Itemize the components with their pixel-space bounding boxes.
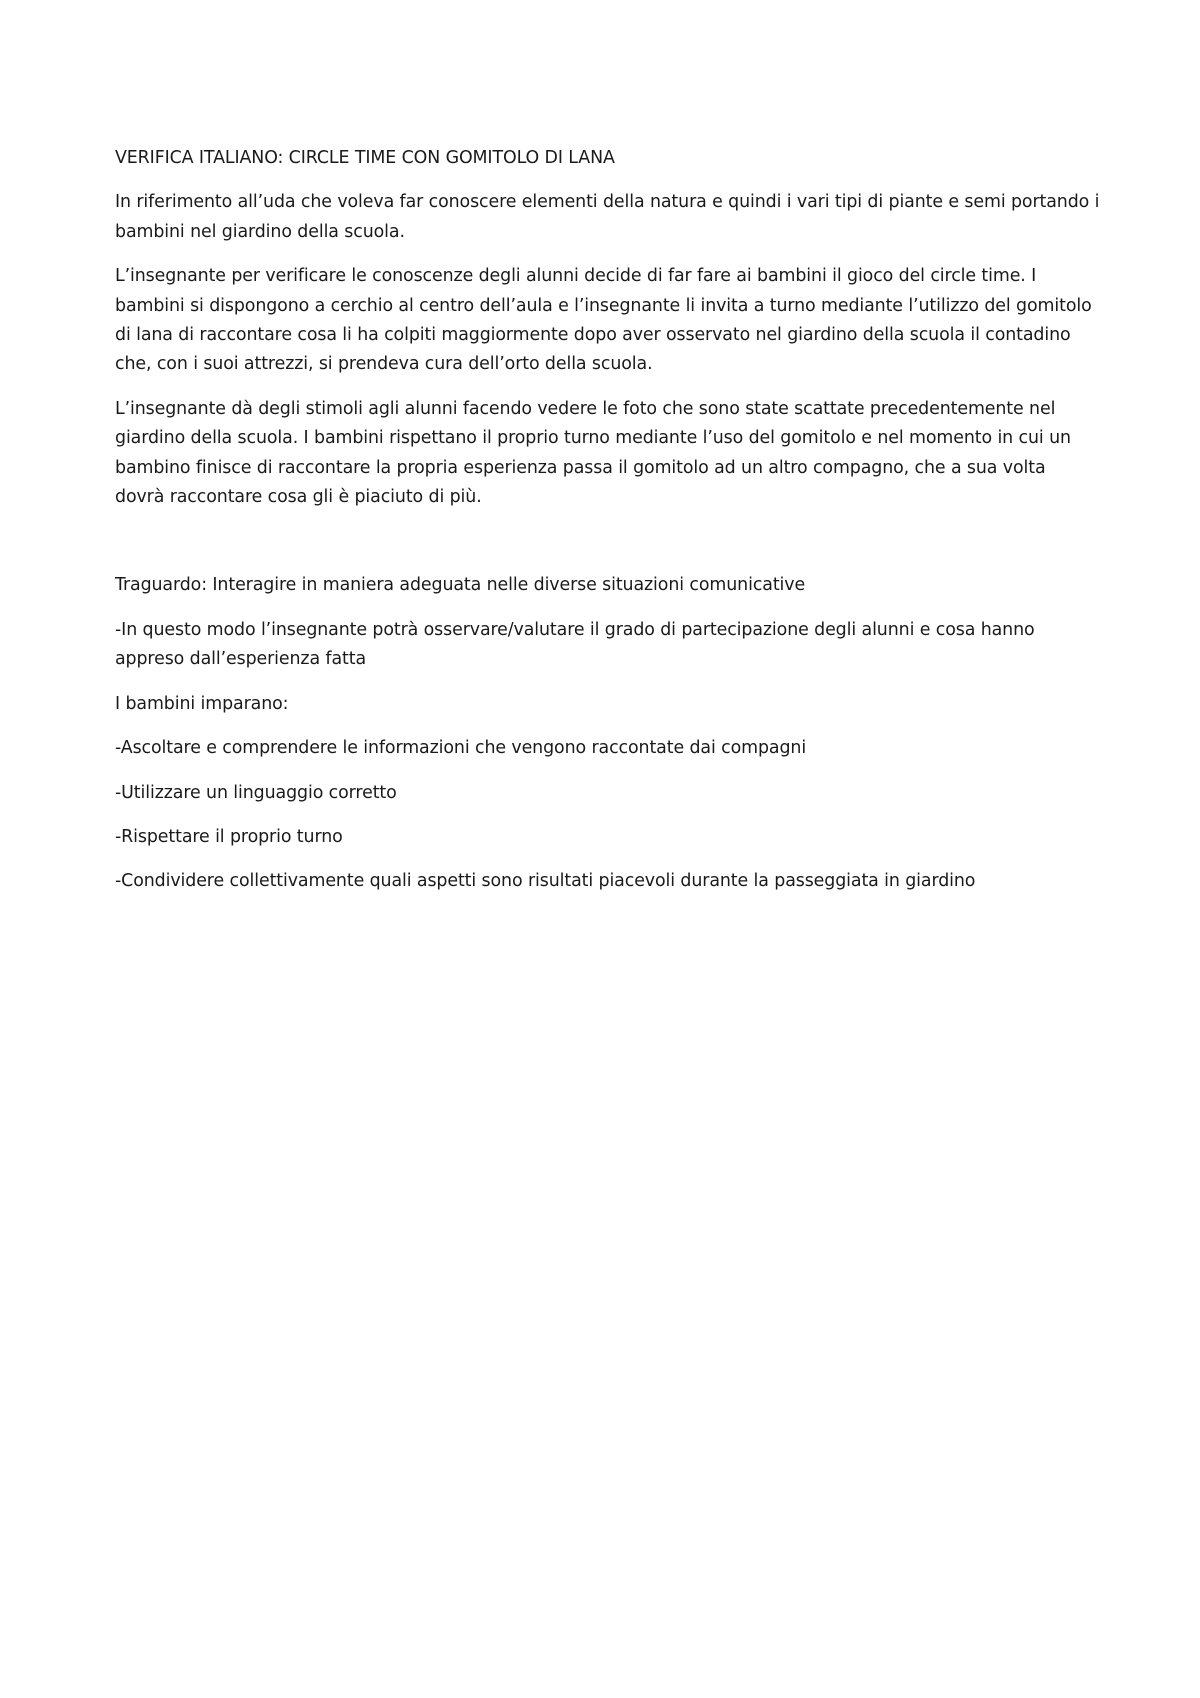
learn-item-sharing: -Condividere collettivamente quali aspetti sono risultati piacevoli durante la passeggiata in giardino: [115, 871, 976, 892]
paragraph-intro: In riferimento all’uda che voleva far conoscere elementi della natura e quindi i vari tipi di piante e semi portando i bambini nel giardino della scuola.: [115, 192, 1100, 242]
learn-heading: I bambini imparano:: [115, 693, 289, 714]
document-body: [115, 144, 1100, 912]
section-spacer: [115, 527, 1100, 571]
learn-item-language: -Utilizzare un linguaggio corretto: [115, 782, 397, 803]
traguardo-line: Traguardo: Interagire in maniera adeguata nelle diverse situazioni comunicative: [115, 575, 806, 596]
paragraph-stimuli: L’insegnante dà degli stimoli agli alunni facendo vedere le foto che sono state scattate precedentemente nel giardino della scuola. I bambini rispettano il proprio turno mediante l’uso del gomitolo e nel momento in cui un bambino finisce di raccontare la propria esperienza passa il gomitolo ad un altro compagno, che a sua volta dovrà raccontare cosa gli è piaciuto di più.: [115, 398, 1071, 508]
learn-item-listening: -Ascoltare e comprendere le informazioni che vengono raccontate dai compagni: [115, 738, 807, 759]
learn-item-turn: -Rispettare il proprio turno: [115, 826, 343, 847]
document-title: VERIFICA ITALIANO: CIRCLE TIME CON GOMITOLO DI LANA: [115, 148, 615, 168]
paragraph-circle-time: L’insegnante per verificare le conoscenze degli alunni decide di far fare ai bambini il gioco del circle time. I bambini si dispongono a cerchio al centro dell’aula e l’insegnante li invita a turno mediante l’utilizzo del gomitolo di lana di raccontare cosa li ha colpiti maggiormente dopo aver osservato nel giardino della scuola il contadino che, con i suoi attrezzi, si prendeva cura dell’orto della scuola.: [115, 266, 1092, 375]
observation-line: -In questo modo l’insegnante potrà osservare/valutare il grado di partecipazione degli alunni e cosa hanno appreso dall’esperienza fatta: [115, 619, 1035, 670]
